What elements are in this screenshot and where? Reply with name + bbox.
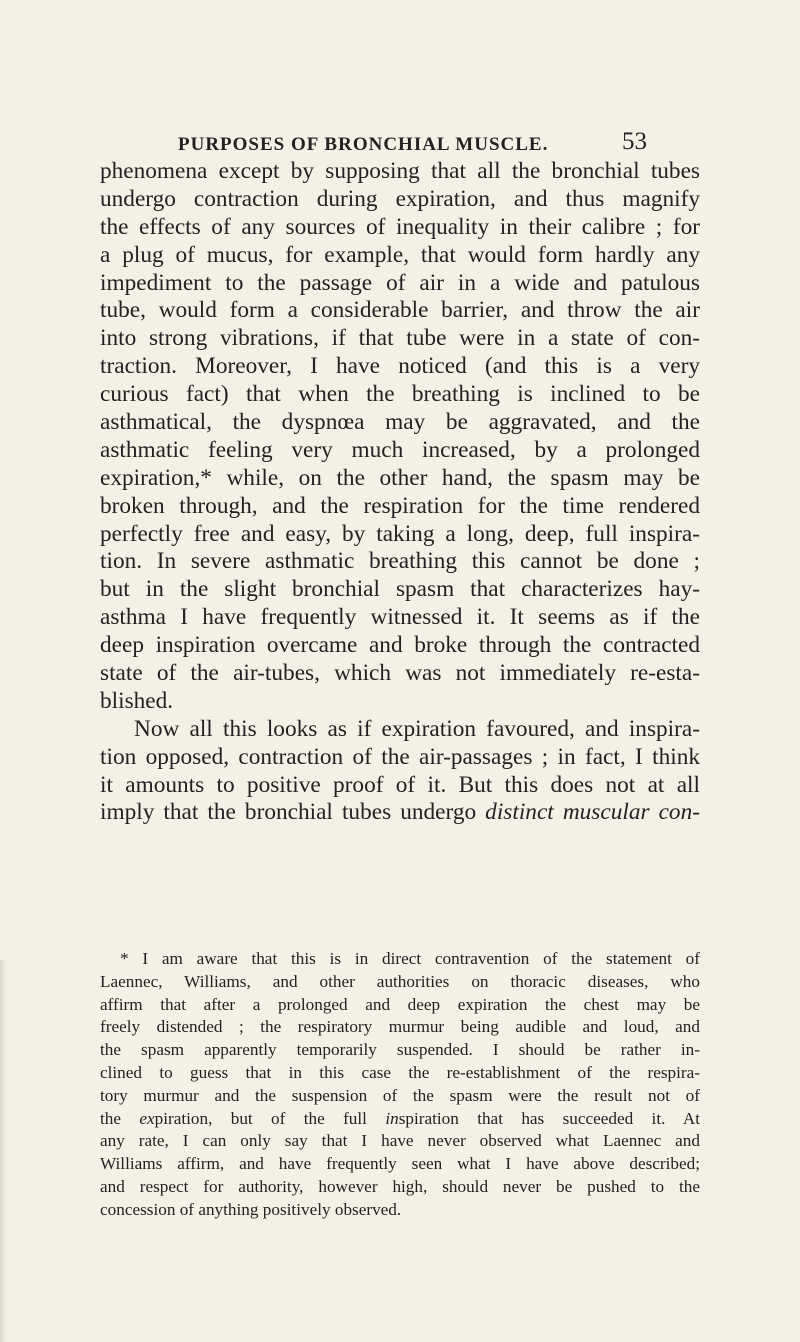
footnote-line: the spasm apparently temporarily suspended. I should be rather in-: [100, 1040, 700, 1060]
text-italic: distinct muscular con-: [485, 799, 700, 826]
text-line: asthma I have frequently witnessed it. It seems as if the: [100, 604, 700, 631]
footnote-line: clined to guess that in this case the re-establishment of the respira-: [100, 1062, 700, 1082]
text-line: broken through, and the respiration for the time rendered: [100, 492, 700, 519]
text-line-last: [100, 799, 700, 827]
text-line: tion opposed, contraction of the air-passages ; in fact, I think: [100, 743, 700, 770]
footnote-line: concession of anything positively observed.: [100, 1199, 402, 1219]
footnote-line: affirm that after a prolonged and deep expiration the chest may be: [100, 994, 700, 1014]
text-line: it amounts to positive proof of it. But this does not at all: [100, 771, 700, 798]
text-line: expiration,* while, on the other hand, the spasm may be: [100, 464, 700, 491]
fn-italic: ex: [139, 1108, 155, 1128]
text-line: the effects of any sources of inequality in their calibre ; for: [100, 213, 700, 240]
footnote-line: freely distended ; the respiratory murmur being audible and loud, and: [100, 1017, 700, 1037]
text-line: asthmatic feeling very much increased, by a prolonged: [100, 436, 700, 463]
text-line: deep inspiration overcame and broke through the contracted: [100, 632, 700, 659]
text-line: traction. Moreover, I have noticed (and this is a very: [100, 353, 700, 380]
text-line: perfectly free and easy, by taking a long, deep, full inspira-: [100, 520, 700, 547]
text-line: tion. In severe asthmatic breathing this cannot be done ;: [100, 548, 700, 575]
text-line: phenomena except by supposing that all the bronchial tubes: [100, 158, 700, 184]
footnote-line: Laennec, Williams, and other authorities on thoracic diseases, who: [100, 971, 700, 991]
footnote-line: tory murmur and the suspension of the spasm were the result not of: [100, 1085, 700, 1105]
footnote-line: and respect for authority, however high, should never be pushed to the: [100, 1176, 700, 1196]
text-line: but in the slight bronchial spasm that characterizes hay-: [100, 576, 700, 603]
text-line: blished.: [100, 687, 174, 714]
text-line: tube, would form a considerable barrier, and throw the air: [100, 297, 700, 324]
page-number: 53: [622, 128, 647, 155]
fn-italic: in: [385, 1108, 399, 1128]
text-line: a plug of mucus, for example, that would form hardly any: [100, 241, 700, 268]
text-line: impediment to the passage of air in a wide and patulous: [100, 269, 700, 296]
running-title: PURPOSES OF BRONCHIAL MUSCLE.: [178, 134, 549, 155]
fn-plain: the: [100, 1108, 140, 1128]
footnote-line: Williams affirm, and have frequently seen what I have above described;: [100, 1154, 700, 1174]
footnote-line: * I am aware that this is in direct contravention of the statement of: [120, 949, 700, 968]
text-line: curious fact) that when the breathing is inclined to be: [100, 381, 700, 408]
text-line: state of the air-tubes, which was not immediately re-esta-: [100, 660, 700, 687]
fn-plain: spiration that has succeeded it. At: [398, 1108, 701, 1128]
footnote: [100, 948, 700, 1222]
text-line: into strong vibrations, if that tube were in a state of con-: [100, 325, 700, 352]
body-text: [100, 158, 700, 827]
text-plain: imply that the bronchial tubes undergo: [100, 799, 486, 826]
fn-plain: piration, but of the full: [154, 1108, 386, 1128]
footnote-line-italic: [100, 1108, 700, 1131]
text-line: asthmatical, the dyspnœa may be aggravated, and the: [100, 409, 700, 436]
page-edge-shadow: [0, 960, 6, 1342]
text-line: undergo contraction during expiration, and thus magnify: [100, 185, 700, 212]
text-line: Now all this looks as if expiration favoured, and inspira-: [134, 715, 700, 742]
footnote-line: any rate, I can only say that I have never observed what Laennec and: [100, 1131, 700, 1151]
